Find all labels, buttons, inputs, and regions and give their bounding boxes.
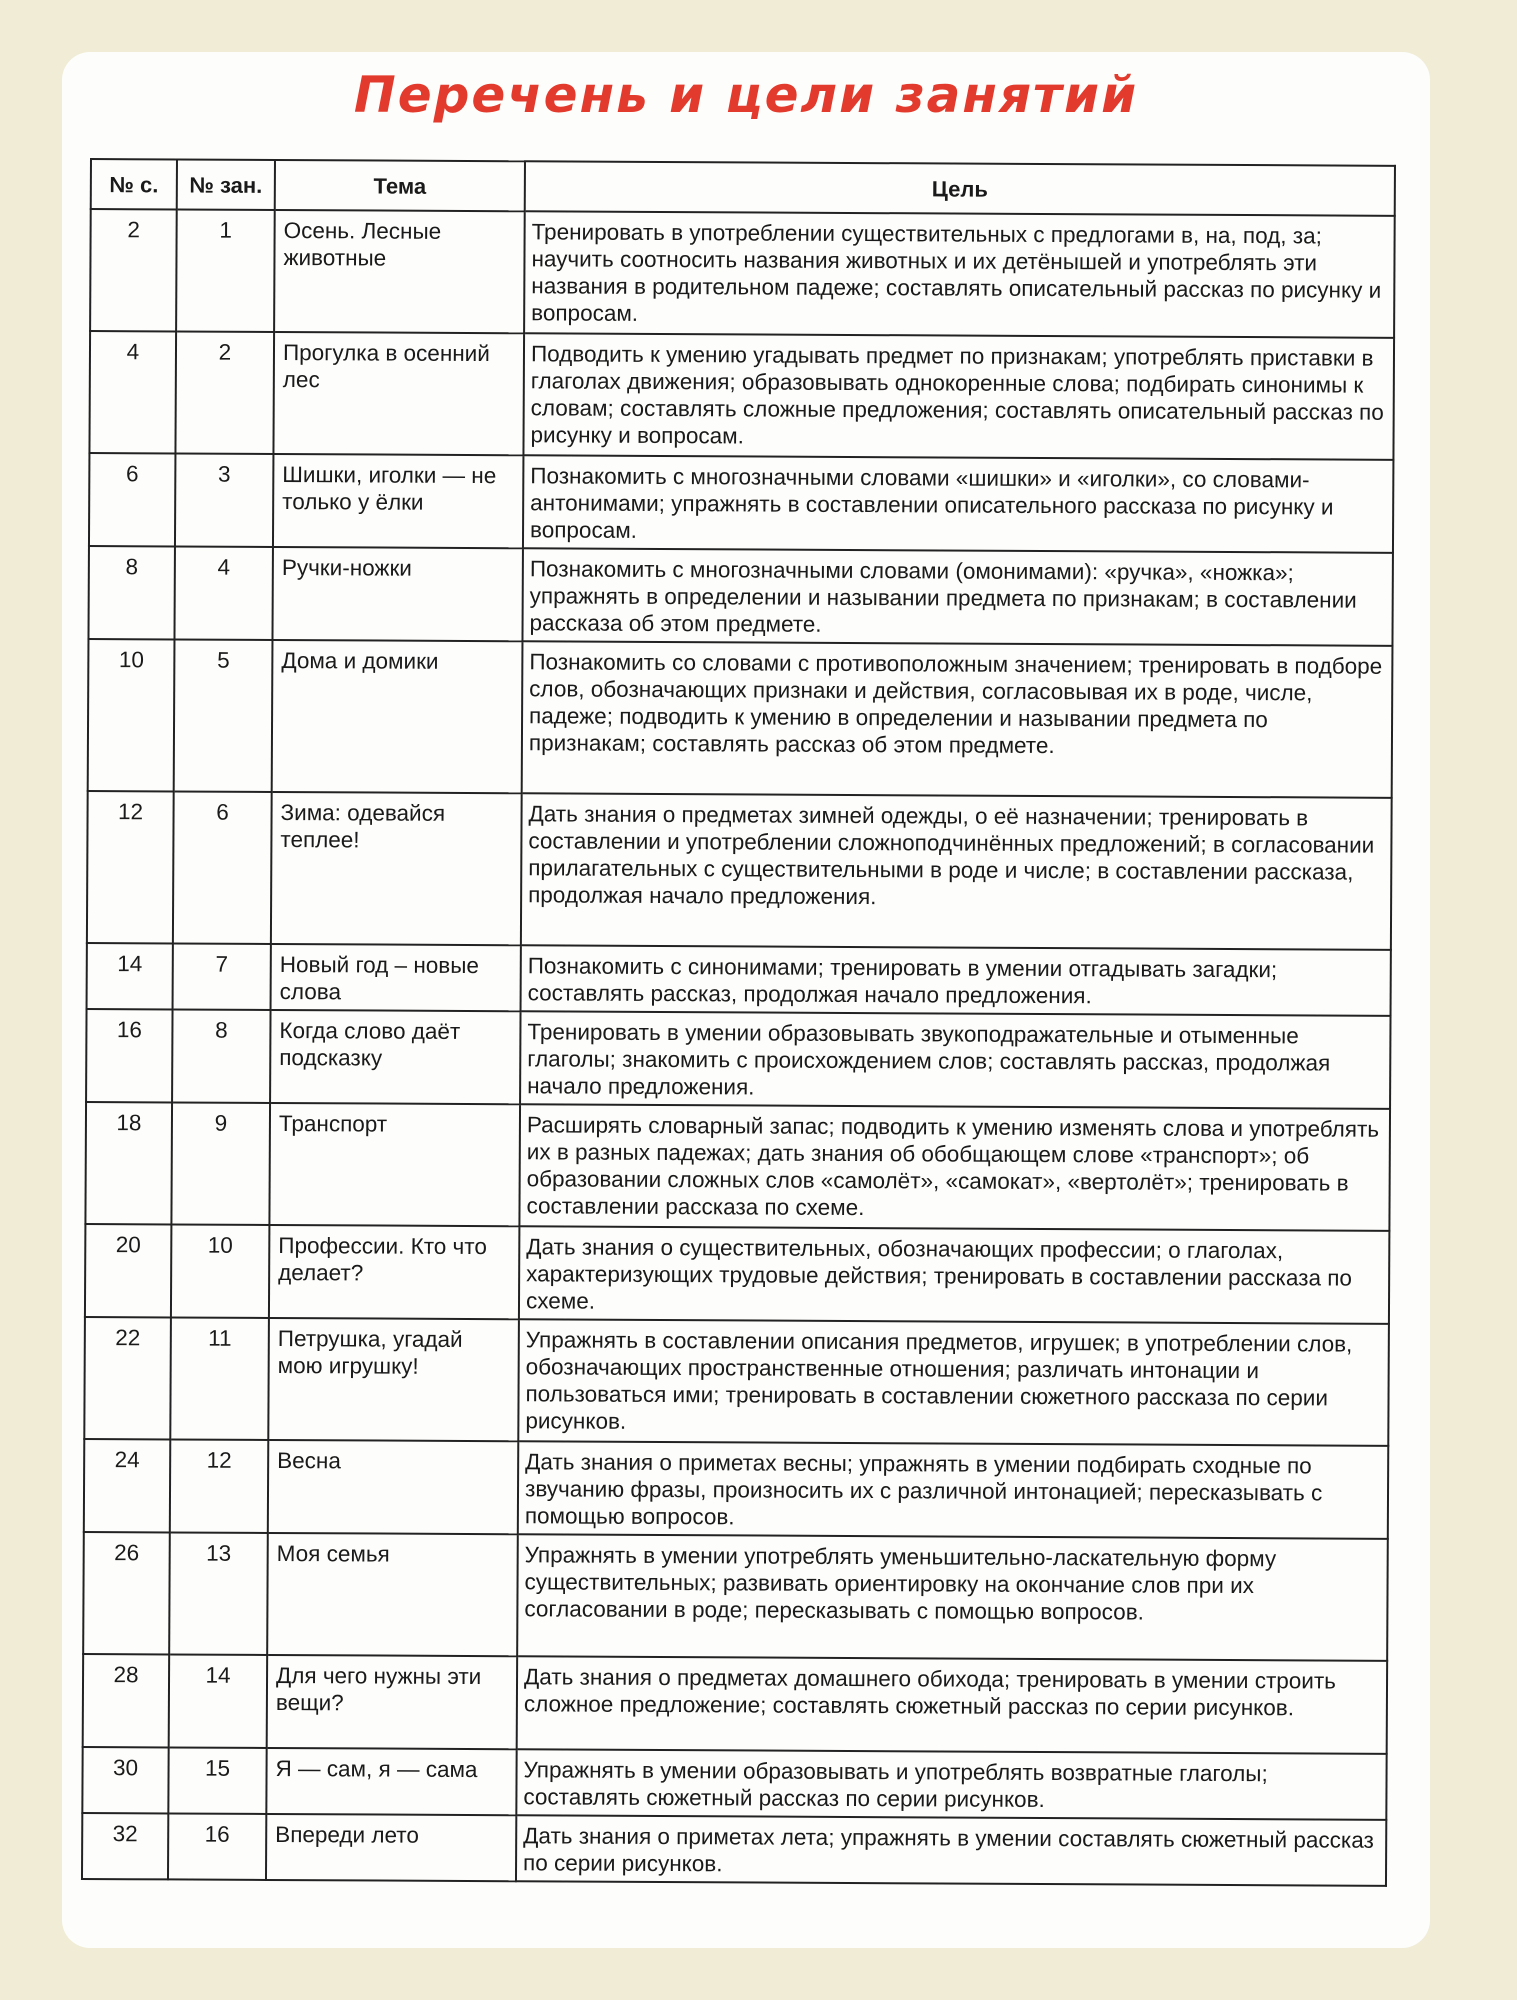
cell-goal: Дать знания о предметах домашнего обихода; тренировать в умении строить сложное предложение; составлять сюжетный рассказ по серии рисунков.	[517, 1656, 1387, 1754]
cell-topic: Шишки, иголки — не только у ёлки	[273, 454, 523, 548]
table-row	[88, 546, 1392, 646]
header-topic: Тема	[275, 160, 525, 211]
page-title: Перечень и цели занятий	[353, 66, 1139, 124]
cell-topic: Впереди лето	[266, 1814, 516, 1881]
cell-lesson-number: 13	[169, 1532, 268, 1655]
cell-topic: Осень. Лесные животные	[274, 210, 525, 333]
cell-lesson-number: 12	[170, 1439, 268, 1533]
cell-goal: Дать знания о существительных, обозначающих профессии; о глаголах, характеризующих трудовые действия; тренировать в составлении рассказа по схеме.	[519, 1226, 1389, 1324]
cell-page-number: 12	[87, 791, 174, 943]
cell-topic: Моя семья	[267, 1533, 518, 1656]
cell-page-number: 22	[84, 1317, 171, 1439]
table-row	[82, 1813, 1386, 1886]
table-row	[85, 1224, 1389, 1324]
cell-goal: Познакомить со словами с противоположным значением; тренировать в подборе слов, обозначающих признаки и действия, согласовывая их в роде, числе, падеже; подводить к умению в определении и назывании предмета по признакам; составлять рассказ об этом предмете.	[522, 641, 1393, 798]
cell-page-number: 14	[87, 943, 173, 1009]
table-row	[87, 943, 1391, 1016]
cell-goal: Подводить к умению угадывать предмет по признакам; употреблять приставки в глаголах движения; образовывать однокоренные слова; подбирать синонимы к словам; составлять сложные предложения; составлять описательный рассказ по рисунку и вопросам.	[523, 333, 1394, 460]
cell-topic: Прогулка в осенний лес	[273, 332, 524, 455]
cell-lesson-number: 1	[176, 209, 275, 332]
cell-goal: Дать знания о приметах весны; упражнять в умении подбирать сходные по звучанию фразы, произносить их с различной интонацией; пересказывать с помощью вопросов.	[518, 1441, 1388, 1539]
cell-page-number: 2	[90, 209, 177, 331]
cell-page-number: 30	[82, 1747, 168, 1813]
table-row	[84, 1317, 1389, 1446]
cell-topic: Дома и домики	[272, 640, 523, 793]
cell-lesson-number: 8	[172, 1009, 270, 1103]
header-lesson-number: № зан.	[177, 159, 275, 210]
cell-goal: Познакомить с синонимами; тренировать в умении отгадывать загадки; составлять рассказ, продолжая начало предложения.	[521, 945, 1391, 1016]
cell-topic: Транспорт	[269, 1103, 520, 1226]
cell-page-number: 20	[85, 1224, 171, 1317]
cell-goal: Познакомить с многозначными словами «шишки» и «иголки», со словами-антонимами; упражнять в составлении описательного рассказа по рисунку и вопросам.	[523, 455, 1393, 553]
cell-goal: Тренировать в умении образовывать звукоподражательные и отыменные глаголы; знакомить с происхождением слов; составлять рассказ, продолжая начало предложения.	[520, 1011, 1390, 1109]
cell-goal: Тренировать в употреблении существительных с предлогами в, на, под, за; научить соотносить названия животных и их детёнышей и употреблять эти названия в родительном падеже; составлять описательный рассказ по рисунку и вопросам.	[524, 211, 1395, 338]
cell-lesson-number: 14	[169, 1654, 267, 1748]
table-row	[88, 639, 1393, 798]
cell-lesson-number: 2	[175, 331, 274, 454]
cell-lesson-number: 5	[174, 639, 273, 792]
cell-goal: Расширять словарный запас; подводить к умению изменять слова и употреблять их в разных падежах; дать знания об обобщающем слове «транспорт»; об образовании сложных слов «самолёт», «самокат», «вертолёт»; тренировать в составлении рассказа по схеме.	[519, 1104, 1390, 1231]
cell-topic: Зима: одевайся теплее!	[271, 792, 522, 945]
cell-lesson-number: 3	[175, 453, 273, 547]
page-card	[62, 52, 1430, 1948]
cell-topic: Новый год – новые слова	[271, 944, 521, 1011]
table-header-row	[91, 159, 1395, 216]
cell-goal: Упражнять в умении образовывать и употреблять возвратные глаголы; составлять сюжетный рассказ по серии рисунков.	[516, 1749, 1386, 1820]
lessons-table	[81, 158, 1396, 1887]
cell-goal: Дать знания о приметах лета; упражнять в умении составлять сюжетный рассказ по серии рисунков.	[516, 1815, 1386, 1886]
cell-goal: Упражнять в составлении описания предметов, игрушек; в употреблении слов, обозначающих пространственные отношения; различать интонации и пользоваться ими; тренировать в составлении сюжетного рассказа по серии рисунков.	[518, 1319, 1389, 1446]
table-row	[84, 1439, 1388, 1539]
table-row	[83, 1654, 1387, 1754]
cell-page-number: 6	[89, 453, 175, 546]
cell-lesson-number: 6	[173, 791, 272, 944]
cell-lesson-number: 7	[173, 943, 271, 1010]
table-row	[87, 791, 1392, 950]
cell-page-number: 16	[86, 1009, 172, 1102]
cell-lesson-number: 11	[170, 1317, 269, 1440]
cell-goal: Упражнять в умении употреблять уменьшительно-ласкательную форму существительных; развивать ориентировку на окончание слов при их согласовании в роде; пересказывать с помощью вопросов.	[517, 1534, 1388, 1661]
cell-lesson-number: 9	[171, 1102, 270, 1225]
cell-topic: Ручки-ножки	[272, 547, 522, 641]
header-page-number: № с.	[91, 159, 177, 209]
cell-page-number: 18	[85, 1102, 172, 1224]
cell-lesson-number: 10	[171, 1224, 269, 1318]
cell-lesson-number: 4	[174, 546, 272, 640]
cell-topic: Профессии. Кто что делает?	[269, 1225, 519, 1319]
header-goal: Цель	[525, 161, 1395, 216]
cell-goal: Дать знания о предметах зимней одежды, о её назначении; тренировать в составлении и употреблении сложноподчинённых предложений; в согласовании прилагательных с существительными в роде и числе; в составлении рассказа, продолжая начало предложения.	[521, 793, 1392, 950]
cell-page-number: 4	[89, 331, 176, 453]
table-row	[85, 1102, 1390, 1231]
table-row	[82, 1747, 1386, 1820]
cell-page-number: 32	[82, 1813, 168, 1879]
table-row	[89, 331, 1394, 460]
cell-goal: Познакомить с многозначными словами (омонимами): «ручка», «ножка»; упражнять в определении и назывании предмета по признакам; в составлении рассказа об этом предмете.	[522, 548, 1392, 646]
cell-topic: Я — сам, я — сама	[266, 1748, 516, 1815]
table-row	[90, 209, 1395, 338]
cell-lesson-number: 15	[168, 1747, 266, 1814]
cell-lesson-number: 16	[168, 1813, 266, 1880]
cell-topic: Когда слово даёт подсказку	[270, 1010, 520, 1104]
table-row	[86, 1009, 1390, 1109]
cell-page-number: 10	[88, 639, 175, 791]
table-row	[83, 1532, 1388, 1661]
cell-page-number: 26	[83, 1532, 170, 1654]
cell-page-number: 8	[88, 546, 174, 639]
cell-topic: Весна	[268, 1440, 518, 1534]
cell-page-number: 24	[84, 1439, 170, 1532]
cell-topic: Для чего нужны эти вещи?	[267, 1655, 517, 1749]
cell-page-number: 28	[83, 1654, 169, 1747]
table-row	[89, 453, 1393, 553]
cell-topic: Петрушка, угадай мою игрушку!	[268, 1318, 519, 1441]
